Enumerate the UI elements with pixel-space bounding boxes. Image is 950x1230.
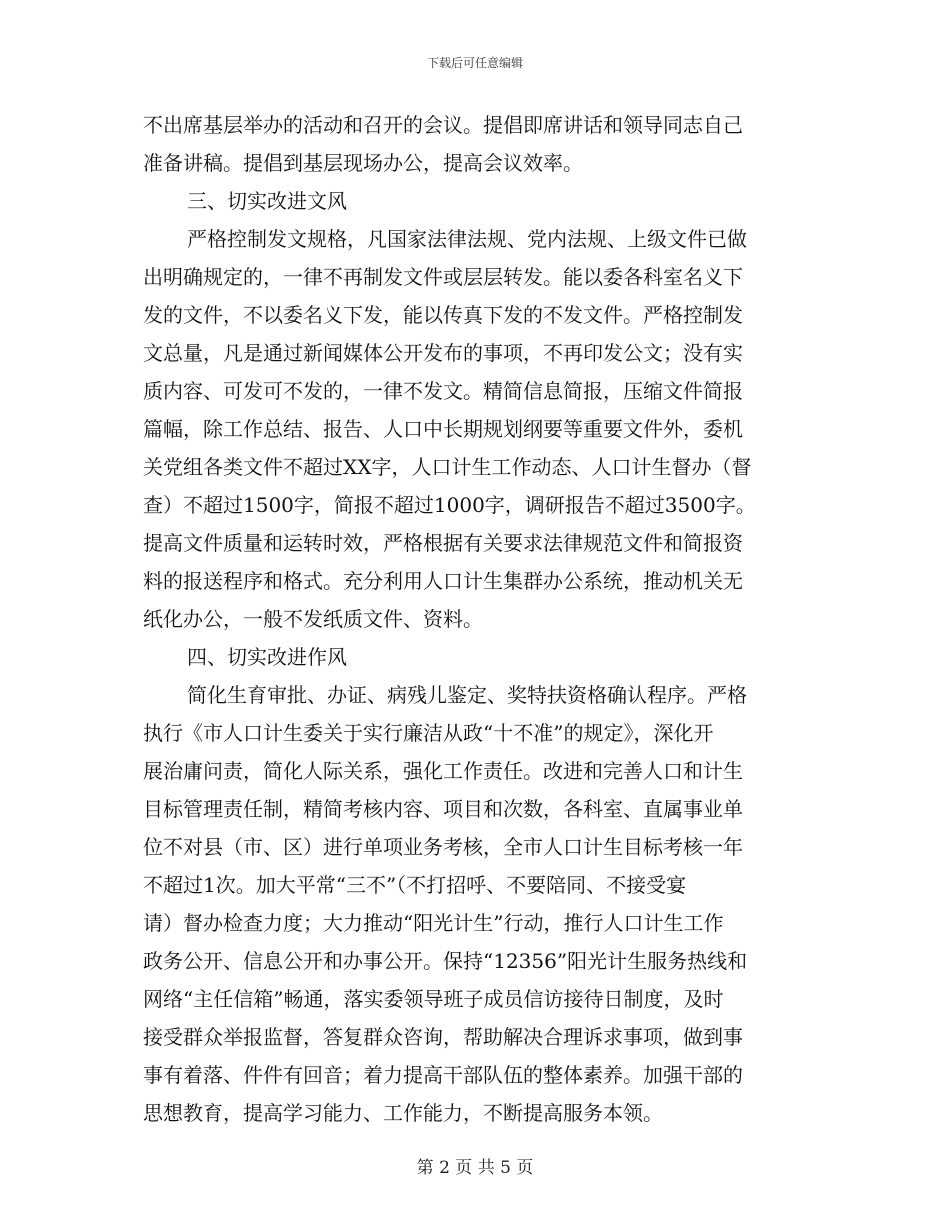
- text-line: 不出席基层举办的活动和召开的会议。提倡即席讲话和领导同志自己: [143, 113, 743, 137]
- text-line: 提高文件质量和运转时效，严格根据有关要求法律规范文件和简报资: [143, 531, 743, 555]
- text-line: 料的报送程序和格式。充分利用人口计生集群办公系统，推动机关无: [143, 569, 743, 593]
- document-body: [143, 106, 808, 1132]
- text-line: 网络“主任信箱”畅通，落实委领导班子成员信访接待日制度，及时: [143, 987, 724, 1011]
- page-header-note: 下载后可任意编辑: [426, 56, 523, 70]
- text-line: 纸化办公，一般不发纸质文件、资料。: [143, 607, 483, 631]
- text-line: 三、切实改进文风: [187, 189, 347, 213]
- text-line: 文总量，凡是通过新闻媒体公开发布的事项，不再印发公文；没有实: [143, 341, 743, 365]
- text-line: 不超过1次。加大平常“三不”（不打招呼、不要陪同、不接受宴: [143, 873, 687, 897]
- text-line: 展治庸问责，简化人际关系，强化工作责任。改进和完善人口和计生: [143, 759, 743, 783]
- page-number-footer: 第 2 页 共 5 页: [416, 1158, 534, 1178]
- text-line: 四、切实改进作风: [187, 645, 347, 669]
- text-line: 接受群众举报监督，答复群众咨询，帮助解决合理诉求事项，做到事: [143, 1025, 743, 1049]
- text-line: 思想教育，提高学习能力、工作能力，不断提高服务本领。: [143, 1101, 663, 1125]
- text-line: 篇幅，除工作总结、报告、人口中长期规划纲要等重要文件外，委机: [143, 417, 743, 441]
- text-line: 严格控制发文规格，凡国家法律法规、党内法规、上级文件已做: [187, 227, 747, 251]
- text-line: 请）督办检查力度；大力推动“阳光计生”行动，推行人口计生工作: [143, 911, 724, 935]
- text-line: 发的文件，不以委名义下发，能以传真下发的不发文件。严格控制发: [143, 303, 743, 327]
- text-line: 查）不超过1500字，简报不超过1000字，调研报告不超过3500字。: [143, 493, 756, 517]
- text-line: 出明确规定的，一律不再制发文件或层层转发。能以委各科室名义下: [143, 265, 743, 289]
- text-line: 简化生育审批、办证、病残儿鉴定、奖特扶资格确认程序。严格: [187, 683, 747, 707]
- text-line: 准备讲稿。提倡到基层现场办公，提高会议效率。: [143, 151, 583, 175]
- text-line: 位不对县（市、区）进行单项业务考核，全市人口计生目标考核一年: [143, 835, 743, 859]
- text-line: 执行《市人口计生委关于实行廉洁从政“十不准”的规定》，深化开: [143, 721, 714, 745]
- text-line: 质内容、可发可不发的，一律不发文。精简信息简报，压缩文件简报: [143, 379, 743, 403]
- text-line: 目标管理责任制，精简考核内容、项目和次数，各科室、直属事业单: [143, 797, 743, 821]
- text-line: 政务公开、信息公开和办事公开。保持“12356”阳光计生服务热线和: [143, 949, 748, 973]
- text-line: 关党组各类文件不超过XX字，人口计生工作动态、人口计生督办（督: [143, 455, 752, 479]
- text-line: 事有着落、件件有回音；着力提高干部队伍的整体素养。加强干部的: [143, 1063, 743, 1087]
